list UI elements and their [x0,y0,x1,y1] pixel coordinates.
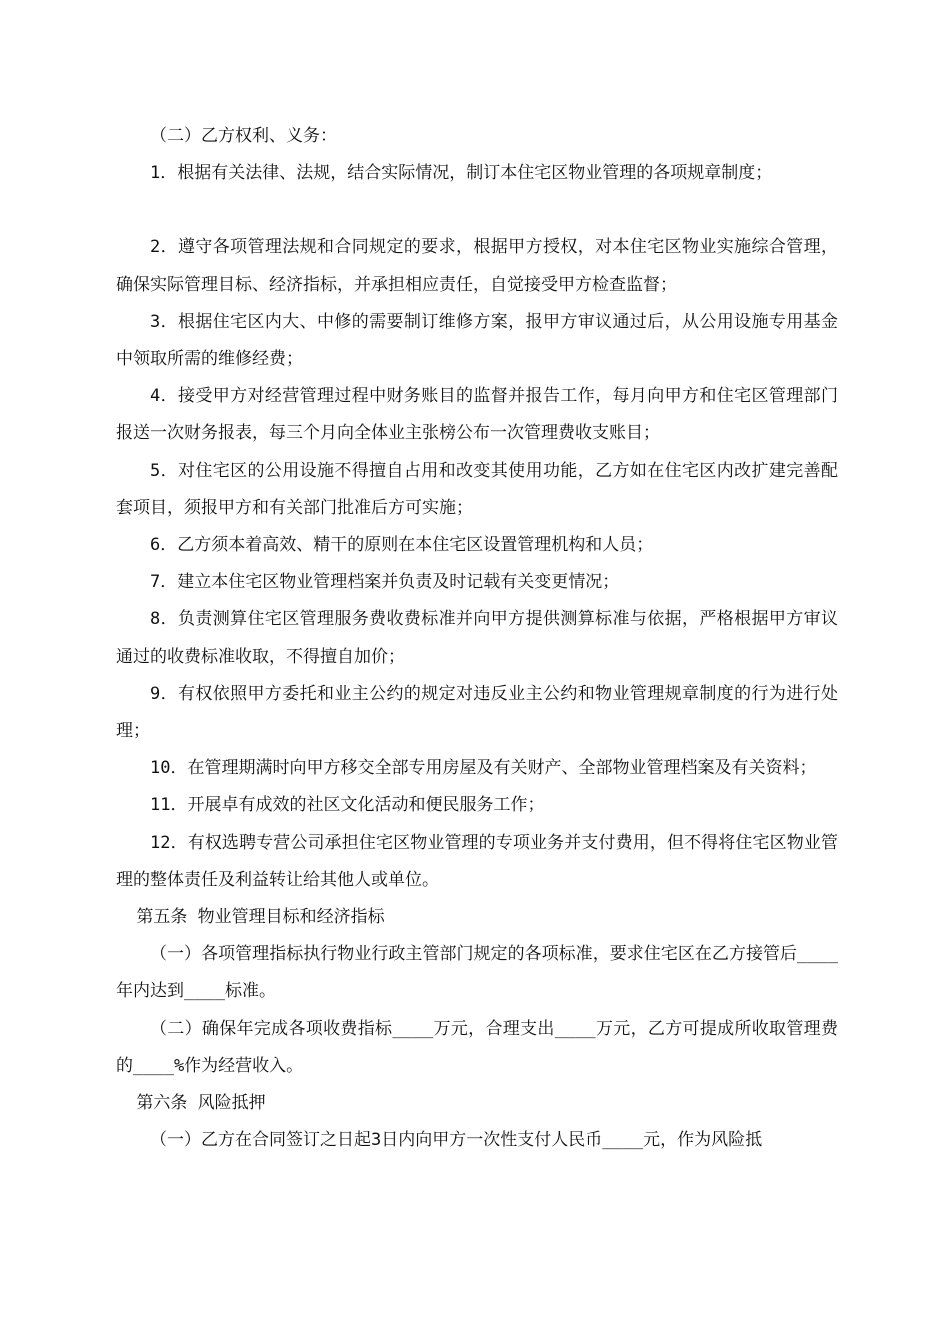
clause-paragraph: 12．有权选聘专营公司承担住宅区物业管理的专项业务并支付费用，但不得将住宅区物业管理的整体责任及利益转让给其他人或单位。 [116,832,838,890]
clause-paragraph: 4．接受甲方对经营管理过程中财务账目的监督并报告工作，每月向甲方和住宅区管理部门报送一次财务报表，每三个月向全体业主张榜公布一次管理费收支账目； [116,386,838,444]
clause-paragraph: 8．负责测算住宅区管理服务费收费标准并向甲方提供测算标准与依据，严格根据甲方审议通过的收费标准收取，不得擅自加价； [116,609,838,667]
clause-paragraph: 11．开展卓有成效的社区文化活动和便民服务工作； [150,795,545,816]
clause-paragraph: （一）乙方在合同签订之日起3日内向甲方一次性支付人民币____元，作为风险抵 [150,1130,763,1151]
clause-paragraph: 5．对住宅区的公用设施不得擅自占用和改变其使用功能，乙方如在住宅区内改扩建完善配套项目，须报甲方和有关部门批准后方可实施； [116,460,838,518]
clause-paragraph: 10．在管理期满时向甲方移交全部专用房屋及有关财产、全部物业管理档案及有关资料； [150,758,817,779]
clause-paragraph: 3．根据住宅区内大、中修的需要制订维修方案，报甲方审议通过后，从公用设施专用基金中领取所需的维修经费； [116,311,838,370]
document-page [116,118,838,1159]
section-subheading: （二）乙方权利、义务： [150,126,337,146]
clause-paragraph: （二）确保年完成各项收费指标____万元，合理支出____万元，乙方可提成所收取管理费的____%作为经营收入。 [116,1018,838,1076]
clause-paragraph: 7．建立本住宅区物业管理档案并负责及时记载有关变更情况； [150,572,620,593]
clause-paragraph: 6．乙方须本着高效、精干的原则在本住宅区设置管理机构和人员； [150,535,654,556]
clause-paragraph: （一）各项管理指标执行物业行政主管部门规定的各项标准，要求住宅区在乙方接管后____年内达到____标准。 [116,944,838,1002]
article-heading: 第六条 风险抵押 [136,1093,266,1114]
article-heading: 第五条 物业管理目标和经济指标 [136,907,385,928]
clause-paragraph: 9．有权依照甲方委托和业主公约的规定对违反业主公约和物业管理规章制度的行为进行处理； [116,683,838,742]
clause-paragraph: 2．遵守各项管理法规和合同规定的要求，根据甲方授权，对本住宅区物业实施综合管理，确保实际管理目标、经济指标，并承担相应责任，自觉接受甲方检查监督； [116,237,838,295]
clause-paragraph: 1．根据有关法律、法规，结合实际情况，制订本住宅区物业管理的各项规章制度； [150,163,773,184]
